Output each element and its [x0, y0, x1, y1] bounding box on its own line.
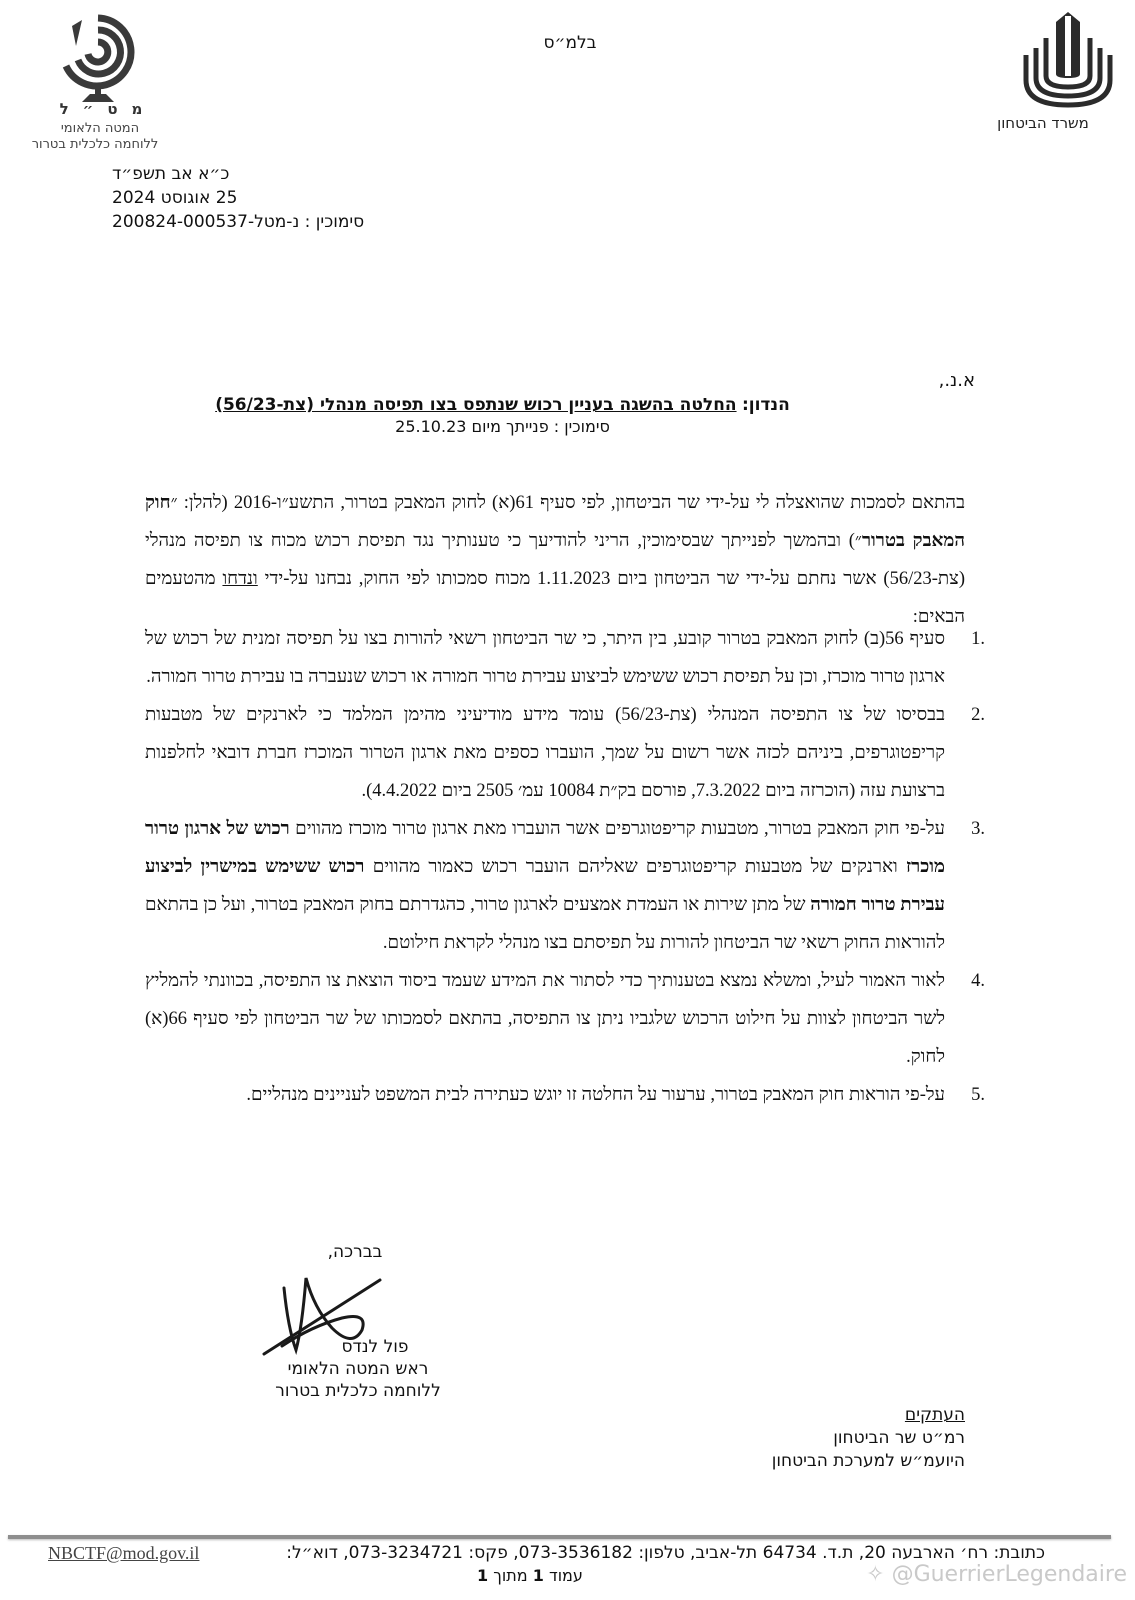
- intro-defined-term: חוק המאבק בטרור: [145, 493, 965, 551]
- copy-recipient: היועמ״ש למערכת הביטחון: [771, 1451, 965, 1471]
- closing-greeting: בברכה,: [327, 1242, 383, 1262]
- unit-name-line1: המטה הלאומי: [60, 121, 140, 136]
- reason-number: 4.: [971, 971, 985, 991]
- reason-number: 5.: [971, 1085, 985, 1105]
- reason-bold-a: רכוש של ארגון טרור מוכרז: [145, 819, 945, 877]
- addressee: א.נ.,: [938, 370, 975, 391]
- reason-text: בבסיסו של צו התפיסה המנהלי (צת-56/23) עומד מידע מודיעיני מהימן המלמד כי לארנקים של מטבעות קריפטוגרפים, ביניהם לכזה אשר רשום על שמך, הועברו כספים מאת ארגון הטרור המוכרז חברת דובאי לחלפנות ברצועת עזה (הוכרזה ביום 7.3.2022, פורסם בק״ת 10084 עמ׳ 2505 ביום 4.4.2022).: [145, 705, 945, 801]
- reason-bold-b: רכוש ששימש במישרין לביצוע עבירת טרור חמורה: [145, 857, 945, 915]
- signer-title-line1: ראש המטה הלאומי: [287, 1359, 429, 1379]
- reason-text: לאור האמור לעיל, ומשלא נמצא בטענותיך כדי לסתור את המידע שעמד ביסוד הוצאת צו התפיסה, בכוונתי להמליץ לשר הביטחון לצוות על חילוט הרכוש שלגביו ניתן צו התפיסה, בהתאם לסמכותו של שר הביטחון לפי סעיף 66(א) לחוק.: [145, 971, 945, 1067]
- signer-title-line2: ללוחמה כלכלית בטרור: [275, 1381, 441, 1401]
- page-prefix: עמוד: [548, 1566, 583, 1585]
- page-of: מתוך: [493, 1566, 528, 1585]
- classification-marking: בלמ״ס: [543, 33, 597, 53]
- page-number: [430, 1566, 630, 1585]
- nbctf-globe-logo: [52, 6, 144, 106]
- page-current: 1: [532, 1566, 544, 1585]
- reasons-list: [145, 620, 985, 1114]
- watermark-icon: ✧: [866, 1562, 892, 1587]
- reason-text-b: וארנקים של מטבעות קריפטוגרפים שאליהם הועבר רכוש כאמור מהווים: [364, 857, 906, 877]
- reason-text-a: על-פי חוק המאבק בטרור, מטבעות קריפטוגרפים אשר הועברו מאת ארגון טרור מוכרז מהווים: [289, 819, 945, 839]
- reason-item: [145, 810, 985, 962]
- ministry-name: משרד הביטחון: [997, 114, 1089, 132]
- reason-text-c: של מתן שירות או העמדת אמצעים לארגון טרור, כהגדרתם בחוק המאבק בטרור, ועל כן בהתאם להוראות החוק רשאי שר הביטחון להורות על תפיסתם בצו מנהלי לקראת חילוטם.: [145, 895, 945, 953]
- subject-reference: סימוכין : פנייתך מיום 25.10.23: [395, 417, 610, 436]
- intro-text-1: בהתאם לסמכות שהואצלה לי על-ידי שר הביטחון, לפי סעיף 61(א) לחוק המאבק בטרור, התשע״ו-2016 (להלן: ״: [170, 493, 965, 513]
- footer-divider: [8, 1535, 1111, 1539]
- intro-rejected-term: ונדחו: [222, 569, 258, 589]
- subject-title: החלטה בהשגה בעניין רכוש שנתפס בצו תפיסה מנהלי (צת-56/23): [215, 395, 737, 415]
- watermark-text: @GuerrierLegendaire: [891, 1562, 1127, 1587]
- footer-contact-details: כתובת: רח׳ הארבעה 20, ת.ד. 64734 תל-אביב, טלפון: 073-3536182, פקס: 073-3234721, דוא״ל:: [286, 1543, 1045, 1563]
- unit-abbreviation: מט״ל: [59, 100, 157, 118]
- reason-number: 1.: [971, 629, 985, 649]
- intro-paragraph: [145, 484, 965, 636]
- intro-text-3: מהטעמים הבאים:: [145, 569, 965, 627]
- reason-text: על-פי הוראות חוק המאבק בטרור, ערעור על החלטה זו יוגש כעתירה לבית המשפט לעניינים מנהליים.: [246, 1085, 945, 1105]
- hebrew-date: כ״א אב תשפ״ד: [112, 164, 230, 184]
- footer-email-link[interactable]: NBCTF@mod.gov.il: [48, 1543, 200, 1563]
- gregorian-date: 25 אוגוסט 2024: [112, 188, 238, 208]
- copy-recipient: רמ״ט שר הביטחון: [833, 1428, 965, 1448]
- reason-item: [145, 1076, 985, 1114]
- copies-header: העתקים: [904, 1405, 965, 1425]
- watermark: [866, 1562, 1127, 1587]
- signer-name: פול לנדס: [341, 1337, 409, 1357]
- reason-item: [145, 696, 985, 810]
- page-total: 1: [477, 1566, 489, 1585]
- ministry-of-defense-logo: [1018, 10, 1118, 110]
- reason-text: סעיף 56(ב) לחוק המאבק בטרור קובע, בין היתר, כי שר הביטחון רשאי להורות בצו על תפיסה זמנית של רכוש של ארגון טרור מוכרז, וכן על תפיסת רכוש ששימש לביצוע עבירת טרור חמורה או רכוש שנעברה בו עבירת טרור חמורה.: [145, 629, 945, 687]
- reason-item: [145, 962, 985, 1076]
- subject-label: הנדון:: [741, 395, 790, 415]
- reason-item: [145, 620, 985, 696]
- reference-number: סימוכין : נ-מטל-200824-000537: [112, 212, 365, 232]
- intro-text-2: ״) ובהמשך לפנייתך שבסימוכין, הריני להודיעך כי טענותיך נגד תפיסת רכוש מכוח צו תפיסה מנהלי (צת-56/23) אשר נחתם על-ידי שר הביטחון ביום 1.11.2023 מכוח סמכותו לפי החוק, נבחנו על-ידי: [145, 531, 965, 589]
- reason-number: 3.: [971, 819, 985, 839]
- subject-line: [130, 393, 875, 417]
- unit-name-line2: ללוחמה כלכלית בטרור: [31, 137, 159, 152]
- reason-number: 2.: [971, 705, 985, 725]
